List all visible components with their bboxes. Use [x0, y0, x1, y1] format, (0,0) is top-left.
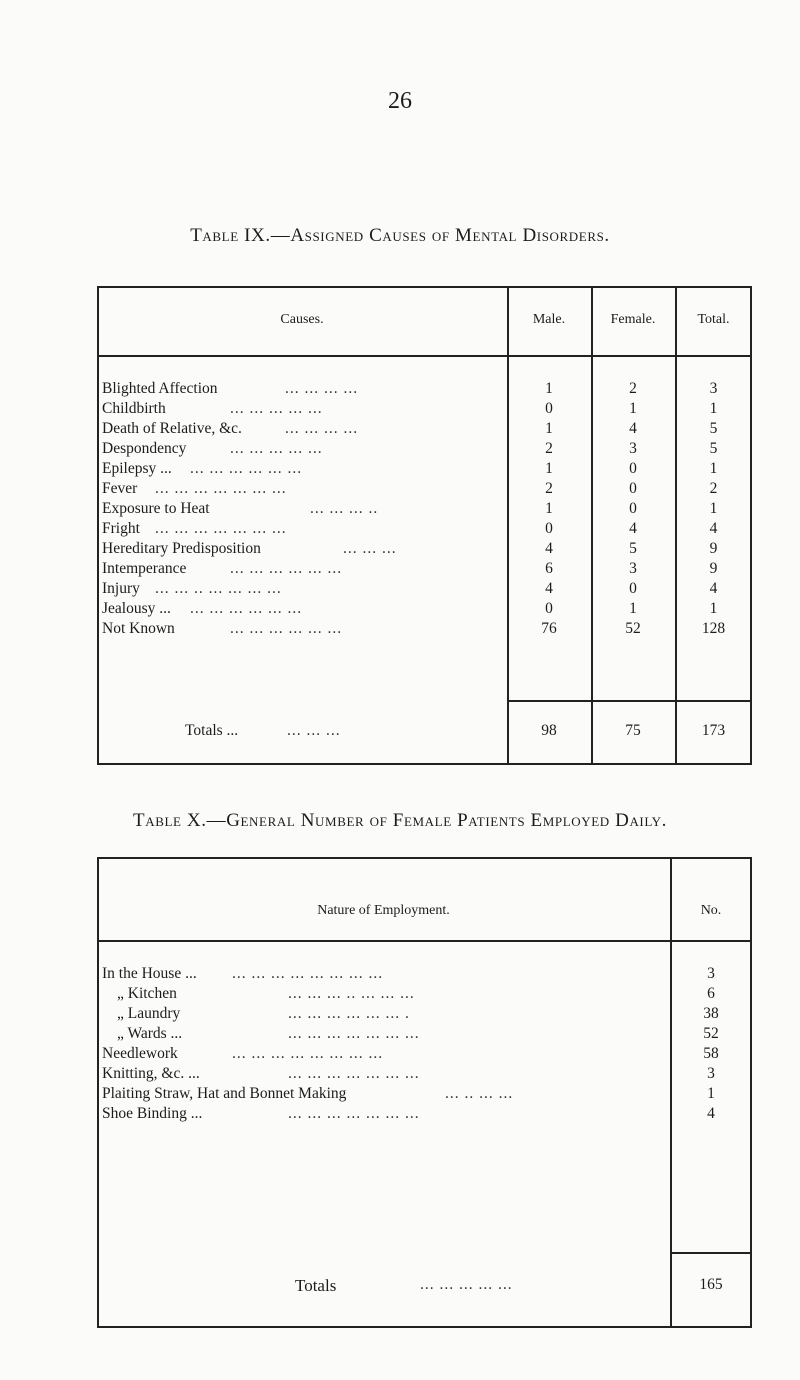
cause-label: Injury	[102, 580, 140, 597]
cause-label: Not Known	[102, 620, 175, 637]
dot-leader: ... ... ...	[287, 722, 341, 739]
total-value: 5	[709, 440, 718, 457]
cause-label: Fright	[102, 520, 140, 537]
table-10-totals-rule	[670, 1252, 752, 1254]
male-total: 98	[541, 722, 557, 739]
count-value: 52	[703, 1025, 719, 1042]
cause-label: Intemperance	[102, 560, 187, 577]
female-value: 0	[629, 480, 637, 497]
total-value: 4	[709, 520, 718, 537]
count-value: 3	[707, 965, 715, 982]
female-value: 0	[629, 580, 637, 597]
dot-leader: ... ... ... .. ... ... ...	[288, 985, 415, 1002]
dot-leader: ... .. ... ...	[445, 1085, 514, 1102]
table-9-bottom-rule	[97, 763, 752, 765]
male-value: 2	[545, 440, 553, 457]
table-10-header-rule	[97, 940, 752, 942]
employment-total: 165	[699, 1276, 723, 1293]
dot-leader: ... ... ... ... ...	[230, 400, 323, 417]
cause-label: Childbirth	[102, 400, 166, 417]
dot-leader: ... ... ... ... ... ... ...	[288, 1105, 420, 1122]
female-value: 3	[629, 440, 637, 457]
male-value: 6	[545, 560, 553, 577]
dot-leader: ... ... ... ... ... ... ... ...	[232, 1045, 384, 1062]
cause-label: Jealousy ...	[102, 600, 171, 617]
male-value: 0	[545, 520, 553, 537]
male-value: 0	[545, 600, 553, 617]
employment-label: Plaiting Straw, Hat and Bonnet Making	[102, 1085, 347, 1102]
table-9-header-rule	[97, 355, 752, 357]
count-value: 38	[703, 1005, 719, 1022]
male-value: 0	[545, 400, 553, 417]
table-10-title: Table X.—General Number of Female Patients Employed Daily.	[133, 810, 667, 831]
total-value: 4	[709, 580, 718, 597]
female-value: 52	[625, 620, 641, 637]
male-value: 2	[545, 480, 553, 497]
dot-leader: ... ... ... ...	[285, 420, 359, 437]
female-value: 5	[629, 540, 637, 557]
female-value: 0	[629, 500, 637, 517]
header-female: Female.	[610, 312, 656, 327]
total-value: 1	[709, 500, 718, 517]
female-value: 3	[629, 560, 637, 577]
count-value: 6	[707, 985, 715, 1002]
dot-leader: ... ... ... ... ... ...	[190, 600, 303, 617]
dot-leader: ... ... ...	[343, 540, 397, 557]
female-value: 4	[629, 520, 637, 537]
count-value: 3	[707, 1065, 715, 1082]
table-9-title: Table IX.—Assigned Causes of Mental Disorders.	[190, 225, 610, 246]
dot-leader: ... ... ... ... ... ...	[230, 620, 343, 637]
header-no: No.	[700, 903, 722, 918]
male-value: 1	[545, 420, 553, 437]
cause-label: Epilepsy ...	[102, 460, 172, 477]
cause-label: Death of Relative, &c.	[102, 420, 242, 437]
female-total: 75	[625, 722, 641, 739]
employment-label: „ Laundry	[117, 1005, 181, 1022]
total-value: 5	[709, 420, 718, 437]
female-value: 4	[629, 420, 637, 437]
male-value: 1	[545, 460, 553, 477]
dot-leader: ... ... ... ... ... ... ...	[288, 1065, 420, 1082]
male-value: 1	[545, 380, 553, 397]
total-value: 1	[709, 400, 718, 417]
cause-label: Exposure to Heat	[102, 500, 210, 517]
page-number: 26	[388, 88, 412, 114]
total-value: 128	[701, 620, 726, 637]
female-value: 2	[629, 380, 637, 397]
grand-total: 173	[701, 722, 726, 739]
table-9-left-rule	[97, 286, 99, 763]
dot-leader: ... ... ... ... ... ...	[190, 460, 303, 477]
table-10-top-rule	[97, 857, 752, 859]
total-value: 9	[709, 560, 718, 577]
totals-label: Totals ...	[185, 722, 239, 739]
total-value: 3	[709, 380, 718, 397]
employment-label: In the House ...	[102, 965, 197, 982]
employment-label: Needlework	[102, 1045, 178, 1062]
header-nature: Nature of Employment.	[317, 903, 450, 918]
dot-leader: ... ... ... ... ... ... .	[288, 1005, 410, 1022]
totals-label: Totals	[295, 1276, 337, 1295]
total-value: 1	[709, 600, 718, 617]
dot-leader: ... ... ... ...	[285, 380, 359, 397]
dot-leader: ... ... ... ..	[310, 500, 379, 517]
male-value: 4	[545, 580, 553, 597]
table-9-totals-rule	[507, 700, 752, 702]
female-value: 1	[629, 400, 637, 417]
count-value: 1	[707, 1085, 715, 1102]
female-value: 1	[629, 600, 637, 617]
dot-leader: ... ... ... ... ...	[230, 440, 323, 457]
dot-leader: ... ... ... ... ... ... ...	[155, 520, 287, 537]
dot-leader: ... ... .. ... ... ... ...	[155, 580, 282, 597]
count-value: 58	[703, 1045, 719, 1062]
employment-label: Knitting, &c. ...	[102, 1065, 200, 1082]
male-value: 4	[545, 540, 553, 557]
table-10-bottom-rule	[97, 1326, 752, 1328]
employment-label: „ Wards ...	[117, 1025, 183, 1042]
table-9-top-rule	[97, 286, 752, 288]
cause-label: Hereditary Predisposition	[102, 540, 261, 557]
dot-leader: ... ... ... ... ... ...	[230, 560, 343, 577]
dot-leader: ... ... ... ... ...	[420, 1276, 513, 1293]
male-value: 76	[541, 620, 557, 637]
count-value: 4	[707, 1105, 715, 1122]
dot-leader: ... ... ... ... ... ... ... ...	[232, 965, 384, 982]
employment-label: „ Kitchen	[117, 985, 177, 1002]
dot-leader: ... ... ... ... ... ... ...	[155, 480, 287, 497]
total-value: 9	[709, 540, 718, 557]
male-value: 1	[545, 500, 553, 517]
female-value: 0	[629, 460, 637, 477]
cause-label: Despondency	[102, 440, 187, 457]
employment-label: Shoe Binding ...	[102, 1105, 203, 1122]
header-total: Total.	[697, 312, 730, 327]
dot-leader: ... ... ... ... ... ... ...	[288, 1025, 420, 1042]
table-10-left-rule	[97, 857, 99, 1327]
total-value: 1	[709, 460, 718, 477]
total-value: 2	[709, 480, 718, 497]
header-causes: Causes.	[280, 312, 324, 327]
cause-label: Blighted Affection	[102, 380, 218, 397]
cause-label: Fever	[102, 480, 138, 497]
header-male: Male.	[532, 312, 566, 327]
